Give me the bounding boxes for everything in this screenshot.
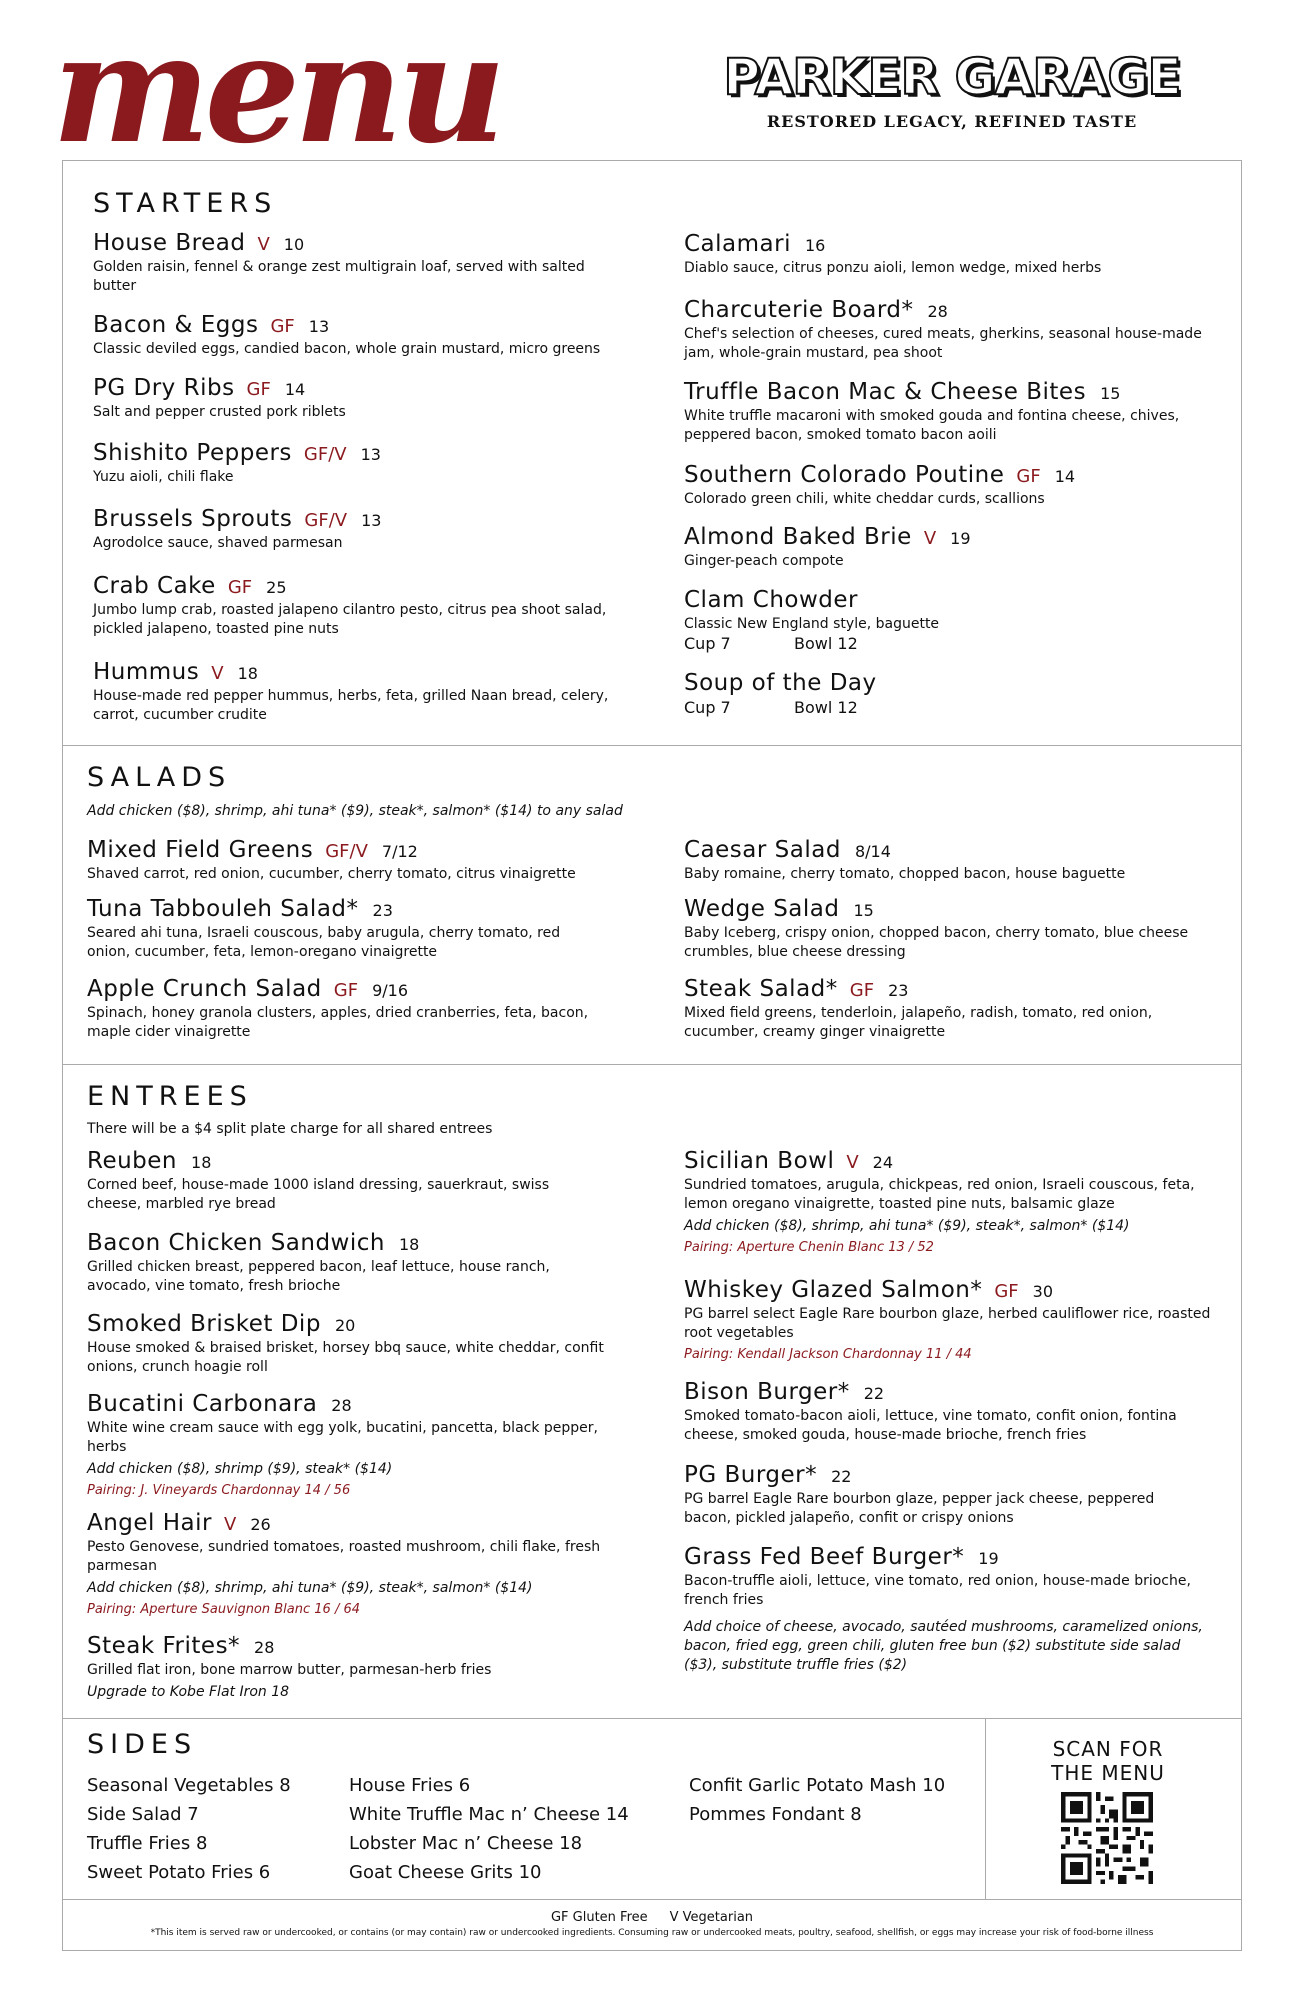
item-name: Shishito Peppers [93, 440, 292, 466]
menu-item [87, 1510, 627, 1617]
menu-item [93, 375, 653, 422]
item-desc: Spinach, honey granola clusters, apples, dried cranberries, feta, bacon, maple cider vinaigrette [87, 1005, 589, 1040]
sides-col-2 [349, 1771, 629, 1887]
item-name: PG Burger* [684, 1462, 818, 1488]
item-price: 28 [927, 302, 948, 321]
side-item: Pommes Fondant 8 [689, 1804, 862, 1825]
item-name: Charcuterie Board* [684, 297, 914, 323]
cup-bowl-prices [684, 634, 1224, 654]
menu-item [684, 1544, 1204, 1675]
item-price: 9/16 [372, 981, 409, 1000]
item-price: 22 [863, 1384, 885, 1403]
wine-pairing: Pairing: Aperture Chenin Blanc 13 / 52 [684, 1240, 934, 1255]
item-desc: White wine cream sauce with egg yolk, bucatini, pancetta, black pepper, herbs [87, 1420, 598, 1455]
section-title-starters: STARTERS [93, 188, 278, 219]
diet-tag: GF [246, 379, 271, 400]
dietary-legend [62, 1910, 1242, 1925]
item-price: 10 [283, 235, 305, 254]
item-price: 28 [254, 1638, 275, 1657]
diet-tag: GF [994, 1281, 1019, 1302]
item-price: 19 [950, 529, 971, 548]
item-price: 23 [888, 981, 909, 1000]
item-name: Bucatini Carbonara [87, 1391, 318, 1417]
side-item: Confit Garlic Potato Mash 10 [689, 1775, 946, 1796]
menu-item [684, 976, 1204, 1042]
item-price: 14 [284, 380, 306, 399]
item-price: 18 [237, 664, 258, 683]
item-desc: Seared ahi tuna, Israeli couscous, baby arugula, cherry tomato, red onion, cucumber, feta, lemon-oregano vinaigrette [87, 925, 561, 960]
menu-item [93, 440, 653, 487]
item-name: Grass Fed Beef Burger* [684, 1544, 965, 1570]
item-name: Angel Hair [87, 1510, 212, 1536]
item-desc: Shaved carrot, red onion, cucumber, cherry tomato, citrus vinaigrette [87, 866, 576, 882]
item-price: 18 [398, 1235, 420, 1254]
diet-tag: V [923, 528, 937, 549]
qr-caption [1010, 1737, 1206, 1785]
divider-starters-salads [62, 745, 1242, 746]
item-price: 15 [853, 901, 874, 920]
menu-item [684, 231, 1224, 278]
item-price: 19 [978, 1549, 999, 1568]
item-desc: Pesto Genovese, sundried tomatoes, roasted mushroom, chili flake, fresh parmesan [87, 1539, 601, 1574]
salads-add-note: Add chicken ($8), shrimp, ahi tuna* ($9), steak*, salmon* ($14) to any salad [87, 803, 623, 819]
section-title-sides: SIDES [87, 1729, 198, 1760]
diet-tag: GF/V [303, 444, 347, 465]
item-desc: White truffle macaroni with smoked gouda and fontina cheese, chives, peppered bacon, smoked tomato bacon aoili [684, 408, 1180, 443]
menu-item [684, 379, 1204, 445]
menu-item [684, 896, 1204, 962]
diet-tag: V [257, 234, 270, 255]
item-addons: Upgrade to Kobe Flat Iron 18 [87, 1684, 290, 1700]
item-price: 15 [1100, 384, 1121, 403]
item-desc: Baby Iceberg, crispy onion, chopped bacon, cherry tomato, blue cheese crumbles, blue cheese dressing [684, 925, 1189, 960]
menu-item [87, 1311, 607, 1377]
diet-tag: GF [1016, 466, 1041, 487]
legend-v: V Vegetarian [669, 1910, 754, 1925]
item-desc: Ginger-peach compote [684, 553, 844, 569]
item-price: 26 [250, 1515, 271, 1534]
item-desc: PG barrel Eagle Rare bourbon glaze, pepper jack cheese, peppered bacon, pickled jalapeño, confit or crispy onions [684, 1491, 1155, 1526]
menu-item [684, 297, 1224, 363]
side-item: Truffle Fries 8 [87, 1833, 208, 1854]
menu-item [93, 506, 653, 553]
item-addons: Add chicken ($8), shrimp, ahi tuna* ($9), steak*, salmon* ($14) [87, 1580, 533, 1596]
item-name: Almond Baked Brie [684, 524, 912, 550]
item-desc: Colorado green chili, white cheddar curds, scallions [684, 491, 1045, 507]
item-name: Bison Burger* [684, 1379, 850, 1405]
item-desc: House-made red pepper hummus, herbs, feta, grilled Naan bread, celery, carrot, cucumber crudite [93, 688, 609, 723]
item-desc: Jumbo lump crab, roasted jalapeno cilantro pesto, citrus pea shoot salad, pickled jalapeno, toasted pine nuts [93, 602, 607, 637]
menu-item [684, 1379, 1204, 1445]
item-price: 30 [1032, 1282, 1054, 1301]
divider-sides-qr [985, 1718, 986, 1899]
item-desc: Chef's selection of cheeses, cured meats, gherkins, seasonal house-made jam, whole-grain mustard, pea shoot [684, 326, 1202, 361]
section-title-salads: SALADS [87, 762, 232, 793]
bowl-price: Bowl 12 [794, 698, 858, 717]
item-name: Mixed Field Greens [87, 837, 314, 863]
diet-tag: GF [333, 980, 359, 1001]
diet-tag: V [846, 1152, 859, 1173]
item-desc: Classic New England style, baguette [684, 616, 940, 632]
menu-item [93, 573, 613, 639]
side-item: Goat Cheese Grits 10 [349, 1862, 542, 1883]
diet-tag: GF [849, 980, 875, 1001]
item-name: Smoked Brisket Dip [87, 1311, 321, 1337]
divider-sides-footer [62, 1899, 1242, 1900]
item-name: Whiskey Glazed Salmon* [684, 1277, 983, 1303]
item-name: Bacon & Eggs [93, 312, 259, 338]
wine-pairing: Pairing: Aperture Sauvignon Blanc 16 / 64 [87, 1602, 360, 1617]
menu-item [684, 587, 1224, 654]
item-name: Apple Crunch Salad [87, 976, 322, 1002]
item-price: 25 [266, 578, 287, 597]
item-price: 22 [831, 1467, 852, 1486]
item-name: Brussels Sprouts [93, 506, 293, 532]
item-price: 7/12 [381, 842, 418, 861]
item-name: Crab Cake [93, 573, 216, 599]
side-item: Sweet Potato Fries 6 [87, 1862, 271, 1883]
item-name: Southern Colorado Poutine [684, 462, 1005, 488]
item-desc: Yuzu aioli, chili flake [93, 469, 234, 485]
item-desc: Grilled flat iron, bone marrow butter, parmesan-herb fries [87, 1662, 492, 1678]
sides-col-1 [87, 1771, 291, 1887]
item-desc: Golden raisin, fennel & orange zest multigrain loaf, served with salted butter [93, 259, 585, 294]
entrees-split-note: There will be a $4 split plate charge for all shared entrees [87, 1121, 493, 1137]
item-price: 13 [308, 317, 330, 336]
menu-script-title: menu [52, 1, 501, 177]
item-desc: Agrodolce sauce, shaved parmesan [93, 535, 343, 551]
item-name: Steak Frites* [87, 1633, 241, 1659]
qr-caption-line: THE MENU [1051, 1761, 1165, 1785]
item-desc: Salt and pepper crusted pork riblets [93, 404, 346, 420]
qr-code[interactable] [1061, 1792, 1153, 1884]
side-item: Side Salad 7 [87, 1804, 199, 1825]
diet-tag: GF/V [304, 510, 348, 531]
bowl-price: Bowl 12 [794, 634, 858, 653]
raw-food-disclaimer: *This item is served raw or undercooked, or contains (or may contain) raw or undercooked ingredients. Consuming raw or undercooked meats, poultry, seafood, shellfish, or eggs may increase your risk of food-borne illness [150, 1928, 1154, 1938]
item-name: Reuben [87, 1148, 178, 1174]
item-price: 14 [1054, 467, 1076, 486]
diet-tag: V [224, 1514, 237, 1535]
item-name: Sicilian Bowl [684, 1148, 835, 1174]
wine-pairing: Pairing: J. Vineyards Chardonnay 14 / 56 [87, 1483, 351, 1498]
menu-item [87, 1230, 607, 1296]
item-price: 20 [334, 1316, 356, 1335]
wine-pairing: Pairing: Kendall Jackson Chardonnay 11 / 44 [684, 1347, 972, 1362]
menu-item [87, 976, 607, 1042]
item-name: Clam Chowder [684, 587, 858, 613]
item-price: 13 [360, 445, 381, 464]
menu-item [87, 1391, 627, 1498]
menu-item [684, 462, 1224, 509]
menu-item [87, 1633, 627, 1702]
item-desc: PG barrel select Eagle Rare bourbon glaze, herbed cauliflower rice, roasted root vegetables [684, 1306, 1211, 1341]
side-item: White Truffle Mac n’ Cheese 14 [349, 1804, 629, 1825]
diet-tag: GF/V [325, 841, 368, 862]
item-addons: Add chicken ($8), shrimp, ahi tuna* ($9), steak*, salmon* ($14) [684, 1218, 1130, 1234]
item-name: Wedge Salad [684, 896, 840, 922]
menu-item [87, 1148, 607, 1214]
item-name: Calamari [684, 231, 791, 257]
menu-item [87, 837, 647, 884]
side-item: Lobster Mac n’ Cheese 18 [349, 1833, 583, 1854]
divider-salads-entrees [62, 1064, 1242, 1065]
menu-item [93, 659, 613, 725]
divider-entrees-sides [62, 1718, 1242, 1719]
sides-col-3 [689, 1771, 945, 1829]
item-addons: Add choice of cheese, avocado, sautéed mushrooms, caramelized onions, bacon, fried egg, green chili, gluten free bun ($2) substitute side salad ($3), substitute truffle fries ($2) [684, 1619, 1203, 1673]
item-desc: Sundried tomatoes, arugula, chickpeas, red onion, Israeli couscous, feta, lemon oregano vinaigrette, toasted pine nuts, balsamic glaze [684, 1177, 1195, 1212]
menu-item [684, 837, 1224, 884]
item-name: Tuna Tabbouleh Salad* [87, 896, 359, 922]
item-name: PG Dry Ribs [93, 375, 235, 401]
item-price: 28 [331, 1396, 352, 1415]
item-name: Bacon Chicken Sandwich [87, 1230, 385, 1256]
item-desc: Classic deviled eggs, candied bacon, whole grain mustard, micro greens [93, 341, 601, 357]
menu-item [684, 1277, 1224, 1362]
item-desc: Corned beef, house-made 1000 island dressing, sauerkraut, swiss cheese, marbled rye bread [87, 1177, 550, 1212]
item-price: 8/14 [854, 842, 891, 861]
item-desc: Bacon-truffle aioli, lettuce, vine tomato, red onion, house-made brioche, french fries [684, 1573, 1191, 1608]
item-name: Soup of the Day [684, 670, 877, 696]
cup-price: Cup 7 [684, 698, 731, 717]
item-price: 24 [872, 1153, 894, 1172]
menu-item [93, 312, 653, 359]
item-desc: Grilled chicken breast, peppered bacon, leaf lettuce, house ranch, avocado, vine tomato, fresh brioche [87, 1259, 550, 1294]
brand-block [712, 48, 1192, 131]
menu-item [87, 896, 607, 962]
brand-tagline: RESTORED LEGACY, REFINED TASTE [766, 112, 1138, 131]
qr-caption-line: SCAN FOR [1052, 1737, 1164, 1761]
item-name: Hummus [93, 659, 200, 685]
side-item: House Fries 6 [349, 1775, 471, 1796]
brand-name: PARKER GARAGE [723, 48, 1181, 106]
diet-tag: GF [227, 577, 253, 598]
cup-bowl-prices [684, 698, 1224, 718]
legend-gf: GF Gluten Free [550, 1910, 648, 1925]
side-item: Seasonal Vegetables 8 [87, 1775, 291, 1796]
item-name: Caesar Salad [684, 837, 841, 863]
item-name: House Bread [93, 230, 246, 256]
diet-tag: V [211, 663, 224, 684]
item-desc: Baby romaine, cherry tomato, chopped bacon, house baguette [684, 866, 1126, 882]
item-name: Steak Salad* [684, 976, 838, 1002]
item-price: 23 [372, 901, 393, 920]
item-desc: Smoked tomato-bacon aioli, lettuce, vine tomato, confit onion, fontina cheese, smoked gouda, house-made brioche, french fries [684, 1408, 1177, 1443]
item-desc: Diablo sauce, citrus ponzu aioli, lemon wedge, mixed herbs [684, 260, 1102, 276]
item-price: 18 [191, 1153, 212, 1172]
diet-tag: GF [270, 316, 295, 337]
item-desc: Mixed field greens, tenderloin, jalapeño, radish, tomato, red onion, cucumber, creamy ginger vinaigrette [684, 1005, 1153, 1040]
menu-item [93, 230, 613, 296]
menu-item [684, 1148, 1224, 1255]
item-addons: Add chicken ($8), shrimp ($9), steak* ($14) [87, 1461, 393, 1477]
item-desc: House smoked & braised brisket, horsey bbq sauce, white cheddar, confit onions, crunch hoagie roll [87, 1340, 604, 1375]
menu-item [684, 1462, 1204, 1528]
section-title-entrees: ENTREES [87, 1081, 253, 1112]
cup-price: Cup 7 [684, 634, 731, 653]
item-price: 13 [361, 511, 382, 530]
item-name: Truffle Bacon Mac & Cheese Bites [684, 379, 1087, 405]
menu-item [684, 670, 1224, 718]
item-price: 16 [804, 236, 826, 255]
menu-item [684, 524, 1224, 571]
